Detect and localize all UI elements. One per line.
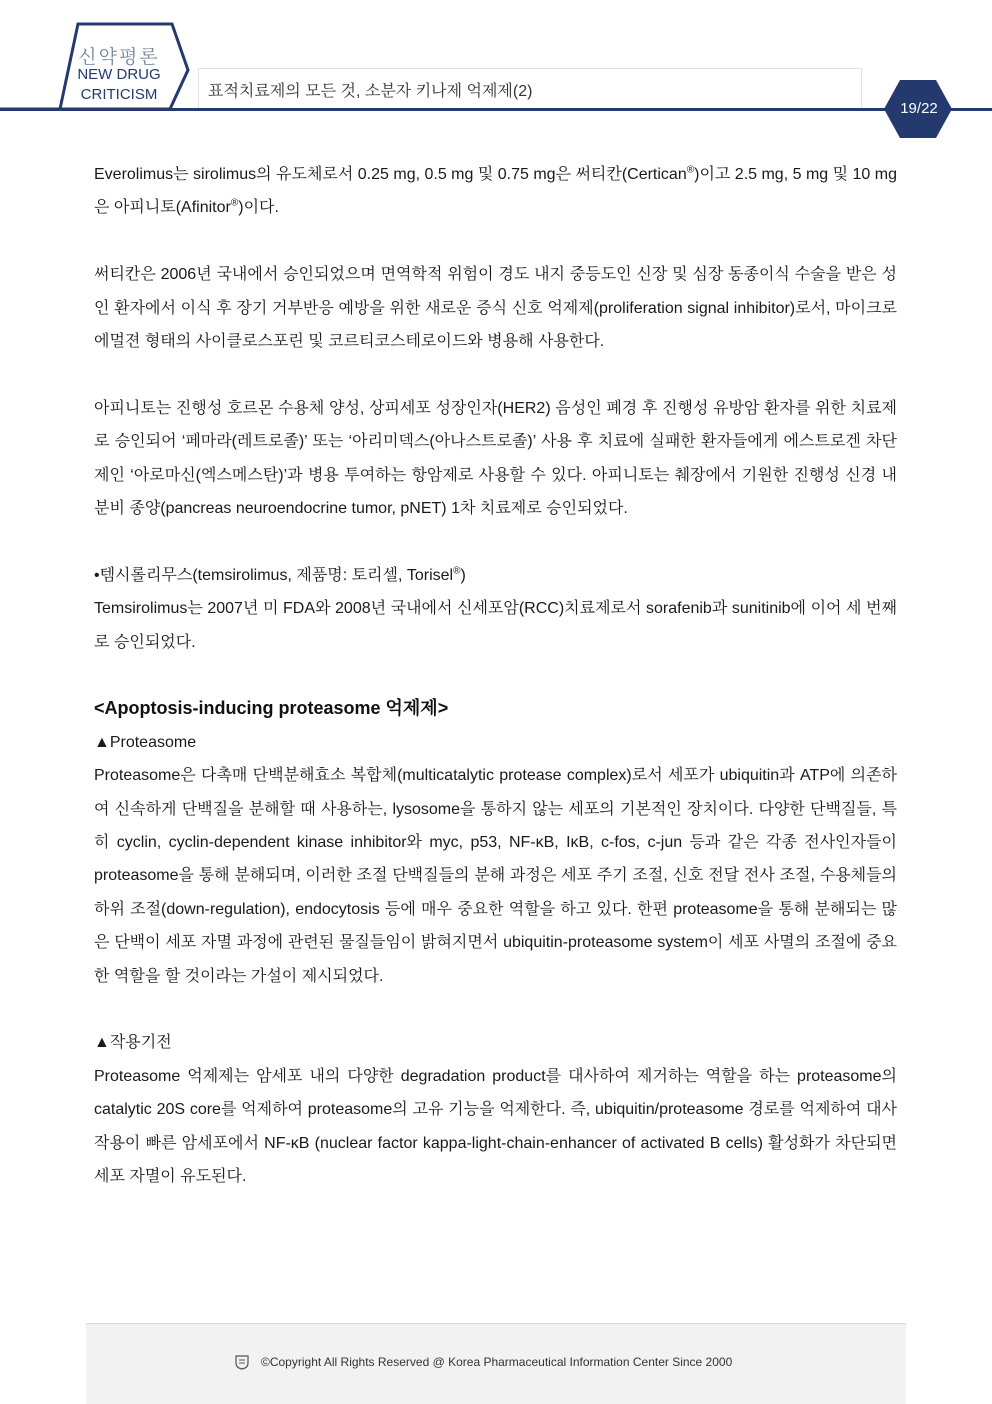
paragraph-everolimus: Everolimus는 sirolimus의 유도체로서 0.25 mg, 0.5 mg 및 0.75 mg은 써티칸(Certican®)이고 2.5 mg, 5 mg 및 10 mg은 아피니토(Afinitor®)이다. (94, 164, 897, 217)
paragraph-mechanism: Proteasome 억제제는 암세포 내의 다양한 degradation product를 대사하여 제거하는 역할을 하는 proteasome의 catalytic 20S core를 억제하여 proteasome의 고유 기능을 억제한다. 즉, ubiquitin/proteasome 경로를 억제하여 대사 작용이 빠른 암세포에서 NF-κB (nuclear factor kappa-light-chain-enhancer of activated B cells) 활성화가 차단되면 세포 자멸이 유도된다. (94, 1067, 897, 1186)
temsirolimus-heading: •템시롤리무스(temsirolimus, 제품명: 토리셀, Torisel®) (94, 565, 466, 584)
logo-english-line2: CRITICISM (80, 86, 158, 103)
logo-korean: 신약평론 (78, 47, 160, 68)
copyright-text: ©Copyright All Rights Reserved @ Korea Pharmaceutical Information Center Since 2000 (261, 1355, 733, 1369)
article-body (94, 158, 897, 1194)
header-rule (0, 108, 992, 111)
logo-english-line1: NEW DRUG (77, 66, 161, 83)
document-title: 표적치료제의 모든 것, 소분자 키나제 억제제(2) (208, 83, 533, 100)
paragraph-proteasome: Proteasome은 다촉매 단백분해효소 복합체(multicatalytic protease complex)로서 세포가 ubiquitin과 ATP에 의존하여 신속하게 단백질을 분해할 때 사용하는, lysosome을 통하지 않는 세포의 기본적인 장치이다. 다양한 단백질들, 특히 cyclin, cyclin-dependent kinase inhibitor와 myc, p53, NF-κB, IκB, c-fos, c-jun 등과 같은 각종 전사인자들이 proteasome을 통해 분해되며, 이러한 조절 단백질들의 분해 과정은 세포 주기 조절, 신호 전달 전사 조절, 수용체들의 하위 조절(down-regulation), endocytosis 등에 매우 중요한 역할을 하고 있다. 한편 proteasome을 통해 분해되는 많은 단백이 세포 자멸 과정에 관련된 물질들임이 밝혀지면서 ubiquitin-proteasome system이 세포 사멸의 조절에 중요한 역할을 할 것이라는 가설이 제시되었다. (94, 767, 897, 985)
proteasome-heading: ▲Proteasome (94, 733, 197, 751)
page-number: 19/22 (900, 100, 938, 117)
paragraph-temsirolimus: Temsirolimus는 2007년 미 FDA와 2008년 국내에서 신세포암(RCC)치료제로서 sorafenib과 sunitinib에 이어 세 번째로 승인되었다. (94, 600, 897, 651)
paragraph-certican: 써티칸은 2006년 국내에서 승인되었으며 면역학적 위험이 경도 내지 중등도인 신장 및 심장 동종이식 수술을 받은 성인 환자에서 이식 후 장기 거부반응 예방을 위한 새로운 증식 신호 억제제(proliferation signal inhibitor)로서, 마이크로 에멀젼 형태의 사이클로스포린 및 코르티코스테로이드와 병용해 사용한다. (94, 266, 897, 351)
mechanism-heading: ▲작용기전 (94, 1034, 172, 1052)
footer (86, 1323, 906, 1404)
shield-icon (235, 1355, 249, 1370)
section-title: <Apoptosis-inducing proteasome 억제제> (94, 698, 449, 719)
paragraph-afinitor: 아피니토는 진행성 호르몬 수용체 양성, 상피세포 성장인자(HER2) 음성인 폐경 후 진행성 유방암 환자를 위한 치료제로 승인되어 ‘페마라(레트로졸)’ 또는 ‘아리미덱스(아나스트로졸)’ 사용 후 치료에 실패한 환자들에게 에스트로겐 차단제인 ‘아로마신(엑스메스탄)’과 병용 투여하는 항암제로 사용할 수 있다. 아피니토는 췌장에서 기원한 진행성 신경 내분비 종양(pancreas neuroendocrine tumor, pNET) 1차 치료제로 승인되었다. (94, 399, 897, 518)
